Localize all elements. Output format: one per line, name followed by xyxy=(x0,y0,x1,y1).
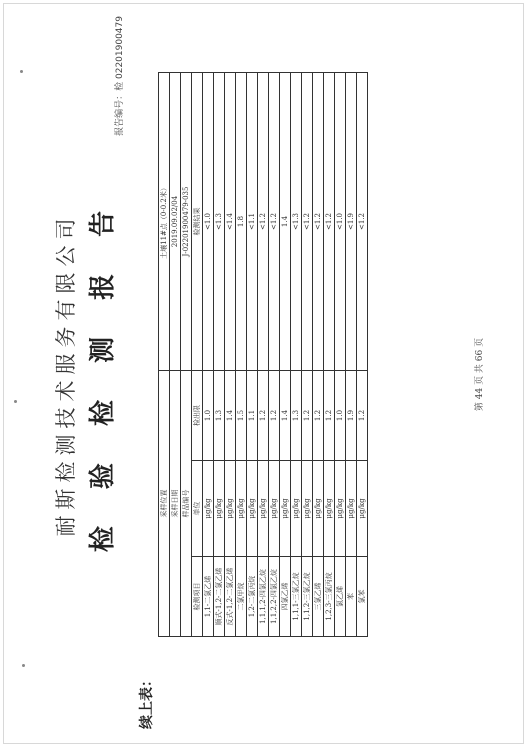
cell-item: 反式-1,2-二氯乙烯 xyxy=(225,557,236,637)
header-item: 检测项目 xyxy=(192,557,203,637)
cell-item: 氯乙烯 xyxy=(335,557,346,637)
cell-limit: 1.9 xyxy=(346,371,357,461)
table-row xyxy=(258,73,269,637)
company-name: 耐斯检测技术服务有限公司 xyxy=(54,212,78,537)
cell-item: 1,1,1-三氯乙烷 xyxy=(291,557,302,637)
meta-row xyxy=(170,73,181,637)
meta-label: 采样日期 xyxy=(170,371,181,637)
cell-result: 1.4 xyxy=(280,73,291,371)
cell-unit: μg/kg xyxy=(203,461,214,557)
table-row xyxy=(302,73,313,637)
table-row xyxy=(313,73,324,637)
cell-item: 氯苯 xyxy=(357,557,368,637)
header-result: 检测结果 xyxy=(192,73,203,371)
cell-limit: 1.2 xyxy=(269,371,280,461)
cell-item: 苯 xyxy=(346,557,357,637)
cell-unit: μg/kg xyxy=(280,461,291,557)
cell-limit: 1.4 xyxy=(225,371,236,461)
meta-value: J-02201900479-035 xyxy=(181,73,192,371)
cell-unit: μg/kg xyxy=(258,461,269,557)
scan-speck xyxy=(20,70,23,73)
cell-limit: 1.3 xyxy=(291,371,302,461)
cell-limit: 1.2 xyxy=(302,371,313,461)
cell-item: 四氯乙烯 xyxy=(280,557,291,637)
cell-item: 1,2,3-三氯丙烷 xyxy=(324,557,335,637)
header-limit: 检出限 xyxy=(192,371,203,461)
cell-unit: μg/kg xyxy=(214,461,225,557)
cell-result: <1.2 xyxy=(302,73,313,371)
continuation-label: 续上表： xyxy=(139,673,155,729)
cell-result: <1.2 xyxy=(324,73,335,371)
cell-result: <1.2 xyxy=(269,73,280,371)
table-row xyxy=(214,73,225,637)
cell-limit: 1.0 xyxy=(203,371,214,461)
page-footer: 第 44 页 共 66 页 xyxy=(475,337,485,412)
report-number: 报告编号：检 02201900479 xyxy=(115,16,125,136)
cell-limit: 1.2 xyxy=(313,371,324,461)
table-row xyxy=(324,73,335,637)
cell-unit: μg/kg xyxy=(236,461,247,557)
cell-limit: 1.1 xyxy=(247,371,258,461)
cell-result: <1.2 xyxy=(357,73,368,371)
table-body xyxy=(159,73,368,637)
table-row xyxy=(280,73,291,637)
table-row xyxy=(357,73,368,637)
cell-unit: μg/kg xyxy=(324,461,335,557)
cell-unit: μg/kg xyxy=(302,461,313,557)
cell-limit: 1.4 xyxy=(280,371,291,461)
table-row xyxy=(225,73,236,637)
scan-speck xyxy=(22,664,25,667)
cell-unit: μg/kg xyxy=(335,461,346,557)
cell-item: 三氯乙烯 xyxy=(313,557,324,637)
table-row xyxy=(269,73,280,637)
meta-label: 样品编号 xyxy=(181,371,192,637)
cell-result: <1.0 xyxy=(203,73,214,371)
header-row xyxy=(192,73,203,637)
scan-speck xyxy=(14,400,17,403)
cell-unit: μg/kg xyxy=(313,461,324,557)
cell-item: 顺式-1,2-二氯乙烯 xyxy=(214,557,225,637)
meta-row xyxy=(181,73,192,637)
cell-limit: 1.3 xyxy=(214,371,225,461)
cell-unit: μg/kg xyxy=(247,461,258,557)
table-row xyxy=(291,73,302,637)
test-results-table xyxy=(158,72,368,637)
cell-item: 1,2-二氯丙烷 xyxy=(247,557,258,637)
cell-limit: 1.5 xyxy=(236,371,247,461)
meta-row xyxy=(159,73,170,637)
cell-limit: 1.2 xyxy=(357,371,368,461)
cell-limit: 1.2 xyxy=(258,371,269,461)
meta-label: 采样位置 xyxy=(159,371,170,637)
cell-item: 二氯甲烷 xyxy=(236,557,247,637)
cell-item: 1,1-二氯乙烯 xyxy=(203,557,214,637)
cell-item: 1,1,1,2-四氯乙烷 xyxy=(258,557,269,637)
cell-result: <1.2 xyxy=(258,73,269,371)
cell-result: <1.2 xyxy=(313,73,324,371)
cell-result: <1.4 xyxy=(225,73,236,371)
cell-unit: μg/kg xyxy=(357,461,368,557)
cell-result: <1.1 xyxy=(247,73,258,371)
cell-unit: μg/kg xyxy=(291,461,302,557)
table-row xyxy=(346,73,357,637)
table-row xyxy=(236,73,247,637)
cell-item: 1,1,2,2-四氯乙烷 xyxy=(269,557,280,637)
cell-result: <1.0 xyxy=(335,73,346,371)
table-row xyxy=(335,73,346,637)
table-row xyxy=(203,73,214,637)
cell-result: <1.3 xyxy=(214,73,225,371)
cell-unit: μg/kg xyxy=(269,461,280,557)
meta-value: 土壤11#点（0-0.2米） xyxy=(159,73,170,371)
table-row xyxy=(247,73,258,637)
report-title: 检 验 检 测 报 告 xyxy=(88,196,118,553)
cell-item: 1,1,2-三氯乙烷 xyxy=(302,557,313,637)
header-unit: 单位 xyxy=(192,461,203,557)
cell-unit: μg/kg xyxy=(225,461,236,557)
meta-value: 2019.09.02/04 xyxy=(170,73,181,371)
cell-result: <1.9 xyxy=(346,73,357,371)
cell-result: <1.3 xyxy=(291,73,302,371)
cell-unit: μg/kg xyxy=(346,461,357,557)
cell-limit: 1.0 xyxy=(335,371,346,461)
cell-result: 1.8 xyxy=(236,73,247,371)
cell-limit: 1.2 xyxy=(324,371,335,461)
